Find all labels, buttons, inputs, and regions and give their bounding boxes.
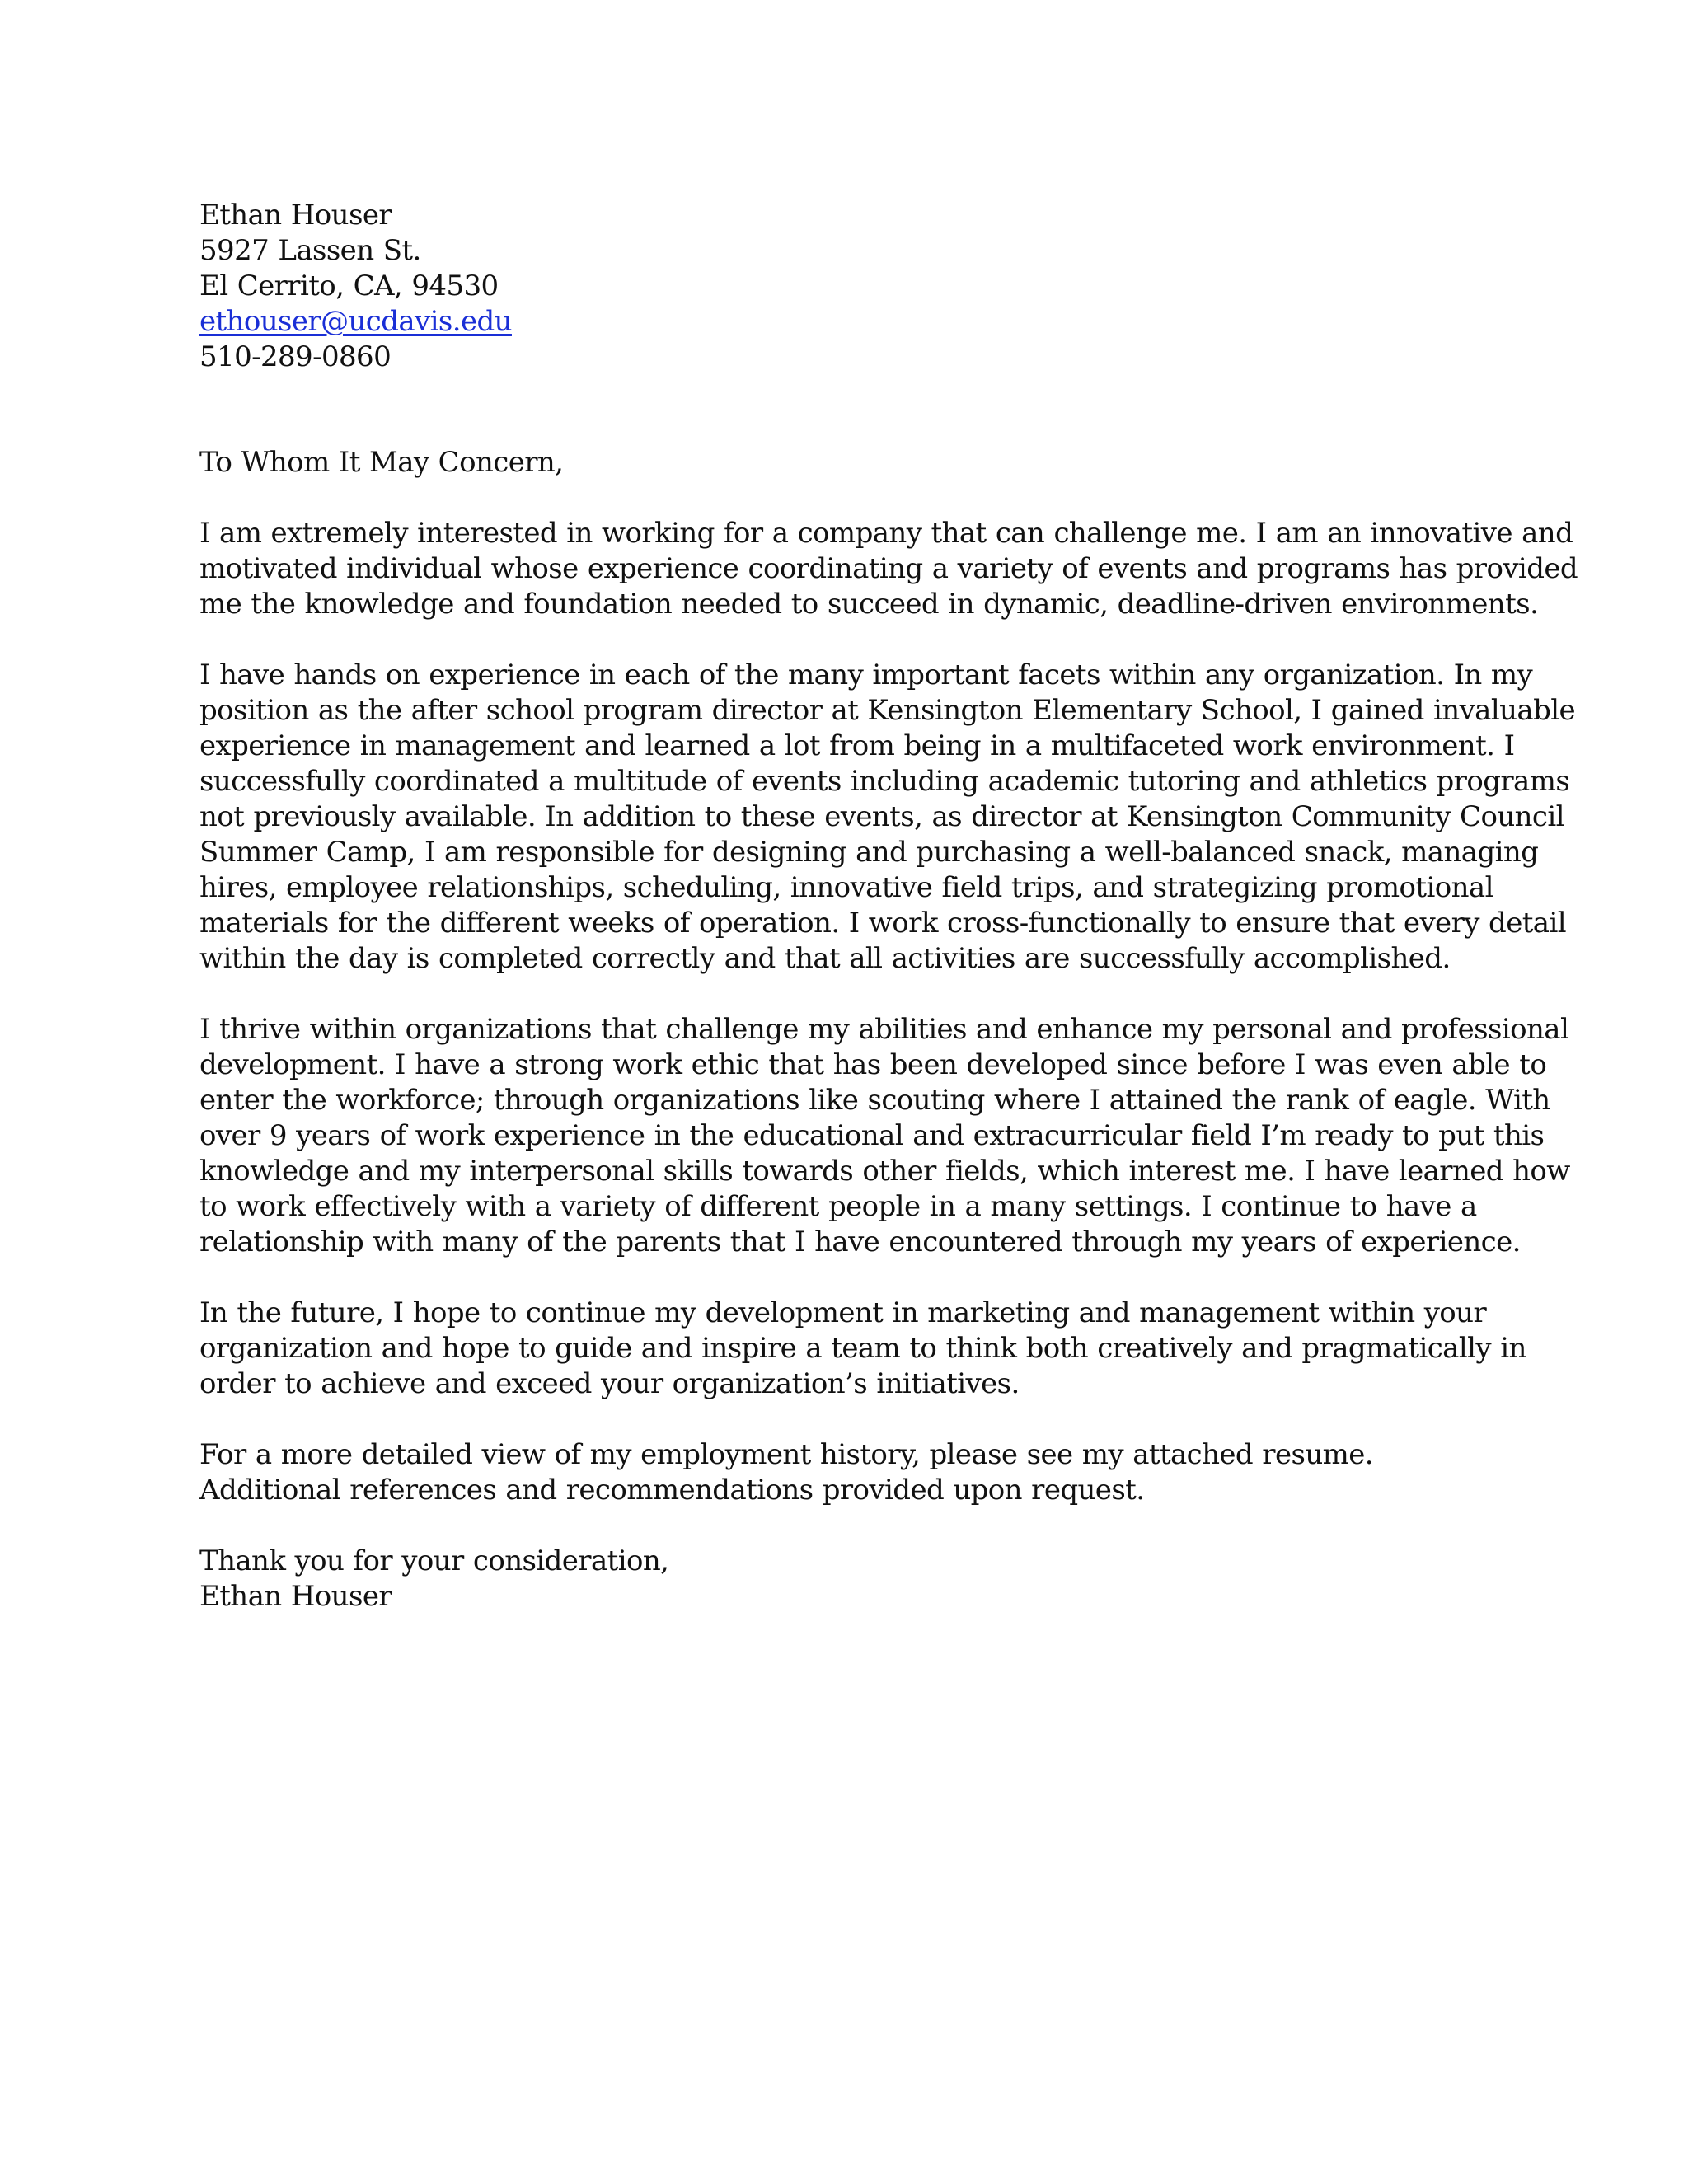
paragraph-line: over 9 years of work experience in the educational and extracurricular field I’m ready to put this xyxy=(199,1119,1545,1152)
paragraph-line: I thrive within organizations that challenge my abilities and enhance my personal and professional xyxy=(199,1013,1569,1046)
paragraph-line: me the knowledge and foundation needed to succeed in dynamic, deadline-driven environments. xyxy=(199,588,1539,621)
paragraph-line: development. I have a strong work ethic that has been developed since before I was even able to xyxy=(199,1048,1547,1081)
paragraph-line: hires, employee relationships, scheduling, innovative field trips, and strategizing promotional xyxy=(199,871,1493,904)
paragraph-line: within the day is completed correctly and that all activities are successfully accomplished. xyxy=(199,942,1451,975)
paragraph-line: For a more detailed view of my employment history, please see my attached resume. xyxy=(199,1438,1373,1471)
salutation: To Whom It May Concern, xyxy=(199,446,564,479)
sender-email-link[interactable]: ethouser@ucdavis.edu xyxy=(199,305,512,338)
paragraph-line: Additional references and recommendations provided upon request. xyxy=(199,1474,1145,1507)
paragraph-line: order to achieve and exceed your organization’s initiatives. xyxy=(199,1367,1020,1400)
paragraph-line: successfully coordinated a multitude of events including academic tutoring and athletics programs xyxy=(199,765,1570,798)
sender-phone: 510-289-0860 xyxy=(199,340,392,373)
closing-block xyxy=(199,1544,1493,1615)
sender-address-block xyxy=(199,198,1493,375)
signature-name: Ethan Houser xyxy=(199,1580,392,1613)
paragraph-line: I have hands on experience in each of the many important facets within any organization. In my xyxy=(199,658,1533,691)
paragraph-values xyxy=(199,1012,1570,1260)
paragraph-line: relationship with many of the parents that I have encountered through my years of experience. xyxy=(199,1226,1521,1258)
paragraph-intro xyxy=(199,516,1578,622)
paragraph-references xyxy=(199,1437,1493,1508)
paragraph-line: knowledge and my interpersonal skills towards other fields, which interest me. I have learned how xyxy=(199,1155,1570,1188)
paragraph-line: In the future, I hope to continue my development in marketing and management within your xyxy=(199,1296,1487,1329)
paragraph-line: experience in management and learned a lot from being in a multifaceted work environment. I xyxy=(199,729,1515,762)
sender-street: 5927 Lassen St. xyxy=(199,234,421,267)
paragraph-line: not previously available. In addition to these events, as director at Kensington Community Council xyxy=(199,800,1564,833)
sender-city-state-zip: El Cerrito, CA, 94530 xyxy=(199,269,499,302)
paragraph-line: motivated individual whose experience coordinating a variety of events and programs has provided xyxy=(199,552,1578,585)
paragraph-line: Summer Camp, I am responsible for designing and purchasing a well-balanced snack, managing xyxy=(199,836,1539,869)
paragraph-line: organization and hope to guide and inspire a team to think both creatively and pragmatically in xyxy=(199,1332,1526,1365)
paragraph-experience xyxy=(199,658,1576,977)
sender-name: Ethan Houser xyxy=(199,199,392,232)
paragraph-future xyxy=(199,1296,1526,1402)
paragraph-line: to work effectively with a variety of different people in a many settings. I continue to have a xyxy=(199,1190,1477,1223)
paragraph-line: I am extremely interested in working for a company that can challenge me. I am an innovative and xyxy=(199,517,1573,550)
paragraph-line: position as the after school program director at Kensington Elementary School, I gained invaluable xyxy=(199,694,1576,727)
cover-letter xyxy=(199,198,1578,1615)
paragraph-line: enter the workforce; through organizations like scouting where I attained the rank of eagle. With xyxy=(199,1084,1550,1117)
paragraph-line: materials for the different weeks of operation. I work cross-functionally to ensure that every detail xyxy=(199,907,1567,940)
closing-line: Thank you for your consideration, xyxy=(199,1544,669,1577)
